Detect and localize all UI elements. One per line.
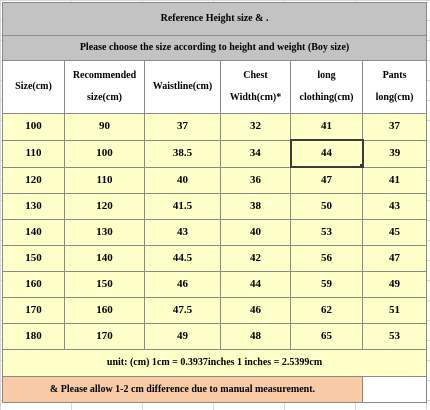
cell-recommended[interactable]: 130	[65, 220, 145, 246]
cell-waistline[interactable]: 46	[145, 272, 221, 298]
cell-recommended[interactable]: 150	[65, 272, 145, 298]
table-row	[3, 194, 427, 220]
cell-size[interactable]: 100	[3, 114, 65, 141]
cell-chest[interactable]: 42	[221, 246, 291, 272]
chart-subtitle[interactable]: Please choose the size according to height and weight (Boy size)	[3, 36, 427, 61]
cell-recommended[interactable]: 90	[65, 114, 145, 141]
cell-chest[interactable]: 40	[221, 220, 291, 246]
cell-recommended[interactable]: 120	[65, 194, 145, 220]
cell-size[interactable]: 180	[3, 324, 65, 350]
header-clothing-length-line1: long	[317, 70, 336, 81]
header-size-line1: Size(cm)	[15, 81, 52, 92]
cell-size[interactable]: 160	[3, 272, 65, 298]
cell-clothing-length[interactable]: 62	[291, 298, 363, 324]
table-row	[3, 246, 427, 272]
cell-chest[interactable]: 46	[221, 298, 291, 324]
unit-conversion-note[interactable]: unit: (cm) 1cm = 0.3937inches 1 inches = 2.5399cm	[3, 350, 427, 377]
cell-clothing-length[interactable]: 53	[291, 220, 363, 246]
cell-clothing-length[interactable]: 50	[291, 194, 363, 220]
cell-waistline[interactable]: 40	[145, 167, 221, 194]
cell-waistline[interactable]: 44.5	[145, 246, 221, 272]
measurement-note[interactable]: & Please allow 1-2 cm difference due to manual measurement.	[3, 377, 363, 403]
cell-chest[interactable]: 44	[221, 272, 291, 298]
header-chest-line1: Chest	[243, 70, 268, 81]
cell-size[interactable]: 110	[3, 140, 65, 167]
cell-waistline[interactable]: 47.5	[145, 298, 221, 324]
header-clothing-length-line2: clothing(cm)	[299, 92, 354, 103]
cell-pants-length[interactable]: 41	[363, 167, 427, 194]
cell-clothing-length[interactable]: 56	[291, 246, 363, 272]
cell-waistline[interactable]: 49	[145, 324, 221, 350]
header-waistline-line1: Waistline(cm)	[152, 81, 213, 92]
table-row	[3, 298, 427, 324]
cell-chest[interactable]: 48	[221, 324, 291, 350]
chart-title[interactable]: Reference Height size & .	[3, 3, 427, 36]
cell-waistline[interactable]: 41.5	[145, 194, 221, 220]
cell-pants-length[interactable]: 53	[363, 324, 427, 350]
cell-clothing-length[interactable]: 41	[291, 114, 363, 141]
subtitle-row	[3, 36, 427, 61]
cell-pants-length[interactable]: 45	[363, 220, 427, 246]
table-row	[3, 220, 427, 246]
cell-recommended[interactable]: 140	[65, 246, 145, 272]
cell-pants-length[interactable]: 51	[363, 298, 427, 324]
cell-pants-length[interactable]: 37	[363, 114, 427, 141]
cell-pants-length[interactable]: 49	[363, 272, 427, 298]
table-row	[3, 324, 427, 350]
cell-pants-length[interactable]: 47	[363, 246, 427, 272]
cell-pants-length[interactable]: 39	[363, 140, 427, 167]
cell-recommended[interactable]: 100	[65, 140, 145, 167]
header-chest[interactable]	[221, 61, 291, 114]
cell-recommended[interactable]: 160	[65, 298, 145, 324]
header-pants-length-line2: long(cm)	[375, 92, 414, 103]
cell-waistline[interactable]: 37	[145, 114, 221, 141]
header-chest-line2: Width(cm)*	[229, 92, 282, 103]
table-row	[3, 272, 427, 298]
measurement-row	[3, 377, 427, 403]
cell-recommended[interactable]: 110	[65, 167, 145, 194]
cell-clothing-length[interactable]: 47	[291, 167, 363, 194]
cell-size[interactable]: 120	[3, 167, 65, 194]
cell-size[interactable]: 150	[3, 246, 65, 272]
unit-row	[3, 350, 427, 377]
table-row	[3, 114, 427, 141]
header-recommended-line2: size(cm)	[87, 92, 122, 103]
cell-recommended[interactable]: 170	[65, 324, 145, 350]
header-pants-length-line1: Pants	[382, 70, 407, 81]
header-clothing-length[interactable]	[291, 61, 363, 114]
title-row	[3, 3, 427, 36]
cell-waistline[interactable]: 43	[145, 220, 221, 246]
header-row	[3, 61, 427, 114]
cell-chest[interactable]: 36	[221, 167, 291, 194]
empty-cell[interactable]	[363, 377, 427, 403]
cell-clothing-length[interactable]: 65	[291, 324, 363, 350]
cell-size[interactable]: 140	[3, 220, 65, 246]
cell-pants-length[interactable]: 43	[363, 194, 427, 220]
cell-waistline[interactable]: 38.5	[145, 140, 221, 167]
header-pants-length[interactable]	[363, 61, 427, 114]
size-chart-table	[2, 2, 427, 403]
cell-clothing-length[interactable]: 59	[291, 272, 363, 298]
cell-chest[interactable]: 38	[221, 194, 291, 220]
cell-size[interactable]: 170	[3, 298, 65, 324]
header-recommended[interactable]	[65, 61, 145, 114]
header-size[interactable]	[3, 61, 65, 114]
cell-chest[interactable]: 34	[221, 140, 291, 167]
header-recommended-line1: Recommended	[72, 70, 137, 81]
table-row	[3, 140, 427, 167]
header-waistline[interactable]	[145, 61, 221, 114]
cell-clothing-length-selected[interactable]: 44	[291, 140, 363, 167]
table-row	[3, 167, 427, 194]
cell-chest[interactable]: 32	[221, 114, 291, 141]
cell-size[interactable]: 130	[3, 194, 65, 220]
